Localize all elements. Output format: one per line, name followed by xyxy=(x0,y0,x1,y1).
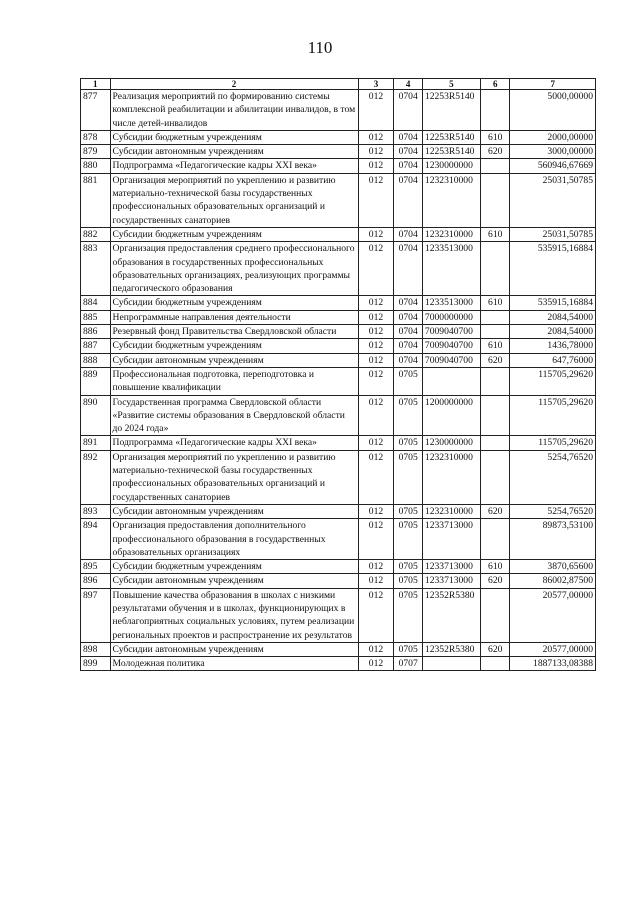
ministry-code-cell: 012 xyxy=(358,90,394,131)
table-body xyxy=(81,90,596,671)
ministry-code-cell: 012 xyxy=(358,159,394,173)
row-number-cell: 881 xyxy=(81,173,111,227)
table-row xyxy=(81,159,596,173)
ministry-code-cell: 012 xyxy=(358,296,394,310)
target-article-cell: 1232310000 xyxy=(422,173,480,227)
amount-cell: 115705,29620 xyxy=(510,395,596,436)
amount-cell: 1887133,08388 xyxy=(510,657,596,671)
expense-type-cell xyxy=(480,159,510,173)
item-name-cell: Субсидии автономным учреждениям xyxy=(110,353,358,367)
target-article-cell: 12352R5380 xyxy=(422,642,480,656)
row-number-cell: 898 xyxy=(81,642,111,656)
expense-type-cell: 620 xyxy=(480,504,510,518)
expense-type-cell xyxy=(480,436,510,450)
table-header xyxy=(81,79,596,90)
row-number-cell: 890 xyxy=(81,395,111,436)
item-name-cell: Организация мероприятий по укреплению и развитию материально-технической базы государственных профессиональных образовательных организаций и государственных санаториев xyxy=(110,173,358,227)
section-code-cell: 0704 xyxy=(394,130,422,144)
section-code-cell: 0705 xyxy=(394,395,422,436)
item-name-cell: Подпрограмма «Педагогические кадры XXI века» xyxy=(110,436,358,450)
amount-cell: 115705,29620 xyxy=(510,367,596,395)
table-row xyxy=(81,145,596,159)
section-code-cell: 0704 xyxy=(394,145,422,159)
table-row xyxy=(81,450,596,504)
item-name-cell: Организация предоставления дополнительного профессионального образования в государственных образовательных организациях xyxy=(110,519,358,560)
item-name-cell: Организация мероприятий по укреплению и развитию материально-технической базы государственных профессиональных образовательных организаций и государственных санаториев xyxy=(110,450,358,504)
target-article-cell: 1233713000 xyxy=(422,560,480,574)
table-row xyxy=(81,436,596,450)
ministry-code-cell: 012 xyxy=(358,574,394,588)
item-name-cell: Организация предоставления среднего профессионального образования в государственных профессиональных образовательных организациях, реализующих программы педагогического образования xyxy=(110,242,358,296)
section-code-cell: 0705 xyxy=(394,504,422,518)
ministry-code-cell: 012 xyxy=(358,560,394,574)
item-name-cell: Реализация мероприятий по формированию системы комплексной реабилитации и абилитации инвалидов, в том числе детей-инвалидов xyxy=(110,90,358,131)
table-row xyxy=(81,227,596,241)
expense-type-cell xyxy=(480,173,510,227)
row-number-cell: 882 xyxy=(81,227,111,241)
row-number-cell: 889 xyxy=(81,367,111,395)
amount-cell: 535915,16884 xyxy=(510,296,596,310)
row-number-cell: 879 xyxy=(81,145,111,159)
table-row xyxy=(81,560,596,574)
target-article-cell: 1232310000 xyxy=(422,227,480,241)
expense-type-cell xyxy=(480,325,510,339)
table-row xyxy=(81,353,596,367)
section-code-cell: 0705 xyxy=(394,642,422,656)
section-code-cell: 0704 xyxy=(394,227,422,241)
section-code-cell: 0705 xyxy=(394,367,422,395)
amount-cell: 647,76000 xyxy=(510,353,596,367)
amount-cell: 535915,16884 xyxy=(510,242,596,296)
row-number-cell: 886 xyxy=(81,325,111,339)
target-article-cell: 1233513000 xyxy=(422,242,480,296)
expense-type-cell xyxy=(480,242,510,296)
item-name-cell: Резервный фонд Правительства Свердловской области xyxy=(110,325,358,339)
table-row xyxy=(81,130,596,144)
item-name-cell: Субсидии автономным учреждениям xyxy=(110,642,358,656)
amount-cell: 1436,78000 xyxy=(510,339,596,353)
expense-type-cell: 610 xyxy=(480,227,510,241)
section-code-cell: 0705 xyxy=(394,519,422,560)
table-row xyxy=(81,588,596,642)
amount-cell: 3000,00000 xyxy=(510,145,596,159)
section-code-cell: 0705 xyxy=(394,450,422,504)
row-number-cell: 893 xyxy=(81,504,111,518)
ministry-code-cell: 012 xyxy=(358,450,394,504)
table-row xyxy=(81,90,596,131)
ministry-code-cell: 012 xyxy=(358,353,394,367)
header-col-1: 1 xyxy=(81,79,111,90)
table-row xyxy=(81,504,596,518)
target-article-cell: 1230000000 xyxy=(422,159,480,173)
target-article-cell: 12253R5140 xyxy=(422,145,480,159)
row-number-cell: 894 xyxy=(81,519,111,560)
page-number: 110 xyxy=(307,38,333,57)
header-col-4: 4 xyxy=(394,79,422,90)
item-name-cell: Субсидии бюджетным учреждениям xyxy=(110,560,358,574)
table-row xyxy=(81,395,596,436)
row-number-cell: 885 xyxy=(81,310,111,324)
ministry-code-cell: 012 xyxy=(358,588,394,642)
budget-table xyxy=(80,78,596,671)
expense-type-cell xyxy=(480,90,510,131)
header-col-3: 3 xyxy=(358,79,394,90)
target-article-cell: 1232310000 xyxy=(422,504,480,518)
ministry-code-cell: 012 xyxy=(358,227,394,241)
item-name-cell: Подпрограмма «Педагогические кадры XXI века» xyxy=(110,159,358,173)
section-code-cell: 0704 xyxy=(394,339,422,353)
target-article-cell: 12352R5380 xyxy=(422,588,480,642)
ministry-code-cell: 012 xyxy=(358,145,394,159)
amount-cell: 86002,87500 xyxy=(510,574,596,588)
amount-cell: 2084,54000 xyxy=(510,325,596,339)
expense-type-cell: 620 xyxy=(480,353,510,367)
section-code-cell: 0704 xyxy=(394,310,422,324)
amount-cell: 25031,50785 xyxy=(510,227,596,241)
header-col-5: 5 xyxy=(422,79,480,90)
expense-type-cell: 610 xyxy=(480,296,510,310)
target-article-cell: 1232310000 xyxy=(422,450,480,504)
section-code-cell: 0705 xyxy=(394,560,422,574)
row-number-cell: 880 xyxy=(81,159,111,173)
row-number-cell: 899 xyxy=(81,657,111,671)
table-row xyxy=(81,296,596,310)
item-name-cell: Субсидии автономным учреждениям xyxy=(110,504,358,518)
amount-cell: 5000,00000 xyxy=(510,90,596,131)
target-article-cell: 7009040700 xyxy=(422,353,480,367)
header-col-2: 2 xyxy=(110,79,358,90)
row-number-cell: 891 xyxy=(81,436,111,450)
ministry-code-cell: 012 xyxy=(358,325,394,339)
amount-cell: 2000,00000 xyxy=(510,130,596,144)
item-name-cell: Молодежная политика xyxy=(110,657,358,671)
expense-type-cell xyxy=(480,450,510,504)
ministry-code-cell: 012 xyxy=(358,173,394,227)
target-article-cell xyxy=(422,367,480,395)
ministry-code-cell: 012 xyxy=(358,519,394,560)
table-row xyxy=(81,310,596,324)
row-number-cell: 895 xyxy=(81,560,111,574)
table-row xyxy=(81,173,596,227)
row-number-cell: 884 xyxy=(81,296,111,310)
expense-type-cell: 620 xyxy=(480,642,510,656)
item-name-cell: Субсидии бюджетным учреждениям xyxy=(110,227,358,241)
target-article-cell: 1233713000 xyxy=(422,574,480,588)
ministry-code-cell: 012 xyxy=(358,130,394,144)
row-number-cell: 896 xyxy=(81,574,111,588)
ministry-code-cell: 012 xyxy=(358,242,394,296)
section-code-cell: 0704 xyxy=(394,90,422,131)
amount-cell: 20577,00000 xyxy=(510,588,596,642)
row-number-cell: 892 xyxy=(81,450,111,504)
expense-type-cell: 620 xyxy=(480,574,510,588)
amount-cell: 5254,76520 xyxy=(510,504,596,518)
amount-cell: 560946,67669 xyxy=(510,159,596,173)
section-code-cell: 0705 xyxy=(394,574,422,588)
target-article-cell: 1230000000 xyxy=(422,436,480,450)
ministry-code-cell: 012 xyxy=(358,310,394,324)
expense-type-cell xyxy=(480,519,510,560)
header-col-7: 7 xyxy=(510,79,596,90)
table-row xyxy=(81,325,596,339)
item-name-cell: Государственная программа Свердловской области «Развитие системы образования в Свердловской области до 2024 года» xyxy=(110,395,358,436)
ministry-code-cell: 012 xyxy=(358,657,394,671)
row-number-cell: 897 xyxy=(81,588,111,642)
expense-type-cell xyxy=(480,310,510,324)
row-number-cell: 883 xyxy=(81,242,111,296)
section-code-cell: 0704 xyxy=(394,325,422,339)
expense-type-cell: 610 xyxy=(480,130,510,144)
expense-type-cell xyxy=(480,395,510,436)
target-article-cell: 12253R5140 xyxy=(422,130,480,144)
table-row xyxy=(81,642,596,656)
section-code-cell: 0704 xyxy=(394,159,422,173)
expense-type-cell xyxy=(480,588,510,642)
expense-type-cell: 610 xyxy=(480,560,510,574)
expense-type-cell: 610 xyxy=(480,339,510,353)
amount-cell: 20577,00000 xyxy=(510,642,596,656)
ministry-code-cell: 012 xyxy=(358,395,394,436)
expense-type-cell xyxy=(480,657,510,671)
section-code-cell: 0707 xyxy=(394,657,422,671)
expense-type-cell xyxy=(480,367,510,395)
amount-cell: 2084,54000 xyxy=(510,310,596,324)
row-number-cell: 878 xyxy=(81,130,111,144)
item-name-cell: Субсидии автономным учреждениям xyxy=(110,574,358,588)
target-article-cell: 12253R5140 xyxy=(422,90,480,131)
item-name-cell: Повышение качества образования в школах с низкими результатами обучения и в школах, функционирующих в неблагоприятных социальных условиях, путем реализации региональных проектов и распространение их результатов xyxy=(110,588,358,642)
table-row xyxy=(81,367,596,395)
ministry-code-cell: 012 xyxy=(358,339,394,353)
amount-cell: 25031,50785 xyxy=(510,173,596,227)
amount-cell: 3870,65600 xyxy=(510,560,596,574)
expense-type-cell: 620 xyxy=(480,145,510,159)
amount-cell: 89873,53100 xyxy=(510,519,596,560)
row-number-cell: 887 xyxy=(81,339,111,353)
amount-cell: 115705,29620 xyxy=(510,436,596,450)
target-article-cell xyxy=(422,657,480,671)
section-code-cell: 0704 xyxy=(394,353,422,367)
ministry-code-cell: 012 xyxy=(358,367,394,395)
amount-cell: 5254,76520 xyxy=(510,450,596,504)
target-article-cell: 1233513000 xyxy=(422,296,480,310)
row-number-cell: 888 xyxy=(81,353,111,367)
ministry-code-cell: 012 xyxy=(358,436,394,450)
target-article-cell: 7009040700 xyxy=(422,339,480,353)
table-row xyxy=(81,339,596,353)
target-article-cell: 1233713000 xyxy=(422,519,480,560)
target-article-cell: 1200000000 xyxy=(422,395,480,436)
section-code-cell: 0704 xyxy=(394,173,422,227)
section-code-cell: 0704 xyxy=(394,242,422,296)
item-name-cell: Непрограммные направления деятельности xyxy=(110,310,358,324)
item-name-cell: Субсидии бюджетным учреждениям xyxy=(110,339,358,353)
ministry-code-cell: 012 xyxy=(358,504,394,518)
section-code-cell: 0705 xyxy=(394,588,422,642)
table-row xyxy=(81,574,596,588)
item-name-cell: Профессиональная подготовка, переподготовка и повышение квалификации xyxy=(110,367,358,395)
target-article-cell: 7000000000 xyxy=(422,310,480,324)
row-number-cell: 877 xyxy=(81,90,111,131)
item-name-cell: Субсидии бюджетным учреждениям xyxy=(110,130,358,144)
section-code-cell: 0704 xyxy=(394,296,422,310)
item-name-cell: Субсидии автономным учреждениям xyxy=(110,145,358,159)
ministry-code-cell: 012 xyxy=(358,642,394,656)
table-row xyxy=(81,242,596,296)
section-code-cell: 0705 xyxy=(394,436,422,450)
item-name-cell: Субсидии бюджетным учреждениям xyxy=(110,296,358,310)
target-article-cell: 7009040700 xyxy=(422,325,480,339)
table-row xyxy=(81,519,596,560)
table-row xyxy=(81,657,596,671)
header-col-6: 6 xyxy=(480,79,510,90)
